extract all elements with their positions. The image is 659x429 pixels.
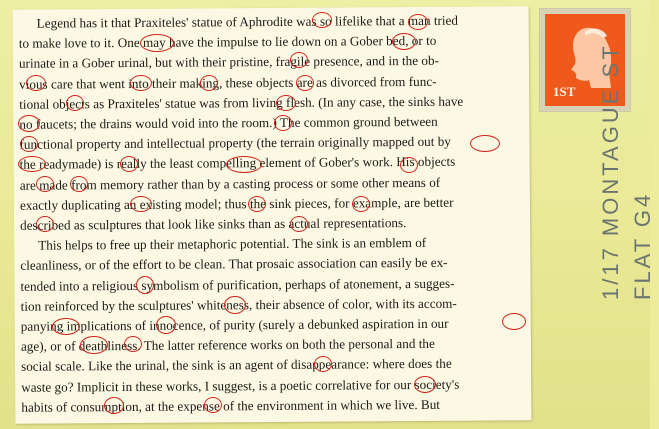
text-line: tion reinforced by the sculptures' whiteness, their absence of color, with its accom-: [20, 295, 457, 314]
text-line: This helps to free up their metaphoric potential. The sink is an emblem of: [38, 235, 427, 253]
text-line: the readymade) is really the least compelling element of Gober's work. His objects: [19, 154, 456, 173]
text-line: are made from memory rather than by a casting process or some other means of: [19, 174, 441, 193]
address-line-2: FLAT G4: [630, 191, 655, 300]
text-line: social scale. Like the urinal, the sink is an agent of disappearance: where does the: [21, 356, 452, 375]
text-line: to make love to it. One may have the impulse to lie down on a Gober bed, or to: [18, 33, 437, 51]
text-line: cleanliness, or of the effort to be clean. That prosaic association can easily be ex-: [20, 255, 448, 274]
text-clipping: [13, 6, 532, 424]
text-line: vious care that went into their making, these objects are as divorced from func-: [19, 73, 437, 92]
text-line: described as sculptures that look like sinks than as actual representations.: [20, 215, 407, 233]
text-line: panying implications of innocence, of purity (surely a debunked aspiration in our: [20, 315, 449, 334]
text-line: functional property and intellectual property (the terrain originally mapped out by: [19, 133, 451, 152]
address-line-1: 1/17 MONTAGUE ST: [598, 43, 623, 300]
text-line: waste go? Implicit in these works, I suggest, is a poetic correlative for our society's: [21, 376, 460, 395]
text-line: Legend has it that Praxiteles' statue of Aphrodite was so lifelike that a man tried: [36, 12, 459, 31]
text-line: no faucets; the drains would void into the room.) The common ground between: [19, 113, 438, 132]
paragraph-2: [14, 232, 531, 417]
text-line: tended into a religious symbolism of purification, perhaps of atonement, a sugges-: [20, 275, 455, 294]
handwritten-address: [595, 43, 659, 300]
text-line: exactly duplicating an existing model; thus the sink pieces, for example, are better: [19, 194, 454, 213]
text-line: urinate in a Gober urinal, but with their pristine, fragile presence, and in the ob-: [18, 53, 440, 72]
paragraph-1: [13, 6, 531, 236]
text-line: habits of consumption, at the expense of the environment in which we live. But: [21, 396, 441, 415]
text-line: age), or of deathliness. The latter reference works on both the personal and the: [20, 336, 435, 355]
text-line: tional objects as Praxiteles' statue was from living flesh. (In any case, the sinks have: [19, 93, 464, 112]
stamp-value: 1ST: [553, 84, 576, 99]
